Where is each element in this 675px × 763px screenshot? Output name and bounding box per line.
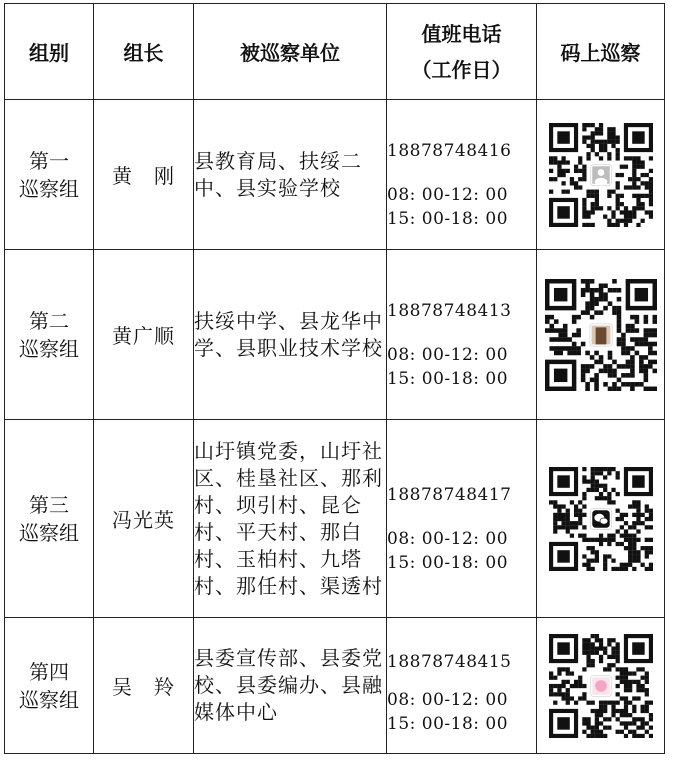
group-cell: [5, 250, 94, 420]
group-number: 第三: [29, 492, 69, 517]
hours-am: 08: 00-12: 00: [387, 184, 509, 205]
phone-cell: [387, 618, 537, 754]
phone-number: 18878748413: [387, 300, 512, 321]
units-cell: 扶绥中学、县龙华中学、县职业技术学校: [194, 250, 387, 420]
hours-am: 08: 00-12: 00: [387, 689, 509, 710]
header-units: 被巡察单位: [194, 4, 387, 100]
inspection-roster-table: [4, 3, 665, 754]
group-cell: [5, 100, 94, 250]
hours-pm: 15: 00-18: 00: [387, 552, 509, 573]
door-photo-icon: [589, 323, 611, 345]
leader-cell: 吴 羚: [94, 618, 194, 754]
table-row: [5, 420, 665, 618]
qr-cell: [537, 420, 665, 618]
group-suffix: 巡察组: [19, 687, 79, 712]
pink-logo-icon: [590, 675, 611, 696]
group-suffix: 巡察组: [19, 520, 79, 545]
units-cell: 县委宣传部、县委党校、县委编办、县融媒体中心: [194, 618, 387, 754]
group-cell: [5, 618, 94, 754]
avatar-person-icon: [590, 164, 611, 185]
units-cell: 县教育局、扶绥二中、县实验学校: [194, 100, 387, 250]
hours-am: 08: 00-12: 00: [387, 528, 509, 549]
wechat-icon: [590, 508, 611, 529]
leader-cell: 冯光英: [94, 420, 194, 618]
leader-cell: 黄 刚: [94, 100, 194, 250]
qr-code[interactable]: [545, 279, 657, 391]
header-phone: [387, 4, 537, 100]
qr-cell: [537, 250, 665, 420]
header-qr: 码上巡察: [537, 4, 665, 100]
phone-cell: [387, 250, 537, 420]
group-number: 第四: [29, 659, 69, 684]
table-row: [5, 618, 665, 754]
header-leader: 组长: [94, 4, 194, 100]
hours-pm: 15: 00-18: 00: [387, 713, 509, 734]
hours-am: 08: 00-12: 00: [387, 344, 509, 365]
group-suffix: 巡察组: [19, 336, 79, 361]
group-number: 第一: [29, 148, 69, 173]
qr-code[interactable]: [549, 123, 653, 227]
table-row: [5, 100, 665, 250]
phone-cell: [387, 100, 537, 250]
header-phone-subtitle: （工作日）: [411, 57, 512, 82]
units-cell: 山圩镇党委，山圩社区、桂垦社区、那利村、坝引村、昆仑村、平天村、那白村、玉柏村、九塔村、那任村、渠透村: [194, 420, 387, 618]
phone-number: 18878748415: [387, 651, 512, 672]
table-row: [5, 250, 665, 420]
phone-number: 18878748416: [387, 140, 512, 161]
header-row: [5, 4, 665, 100]
header-group: 组别: [5, 4, 94, 100]
header-phone-title: 值班电话: [421, 21, 502, 46]
leader-cell: 黄广顺: [94, 250, 194, 420]
group-suffix: 巡察组: [19, 176, 79, 201]
qr-cell: [537, 618, 665, 754]
phone-number: 18878748417: [387, 484, 512, 505]
qr-code[interactable]: [549, 634, 653, 738]
group-cell: [5, 420, 94, 618]
qr-code[interactable]: [549, 467, 653, 571]
hours-pm: 15: 00-18: 00: [387, 368, 509, 389]
group-number: 第二: [29, 308, 69, 333]
qr-cell: [537, 100, 665, 250]
phone-cell: [387, 420, 537, 618]
hours-pm: 15: 00-18: 00: [387, 208, 509, 229]
